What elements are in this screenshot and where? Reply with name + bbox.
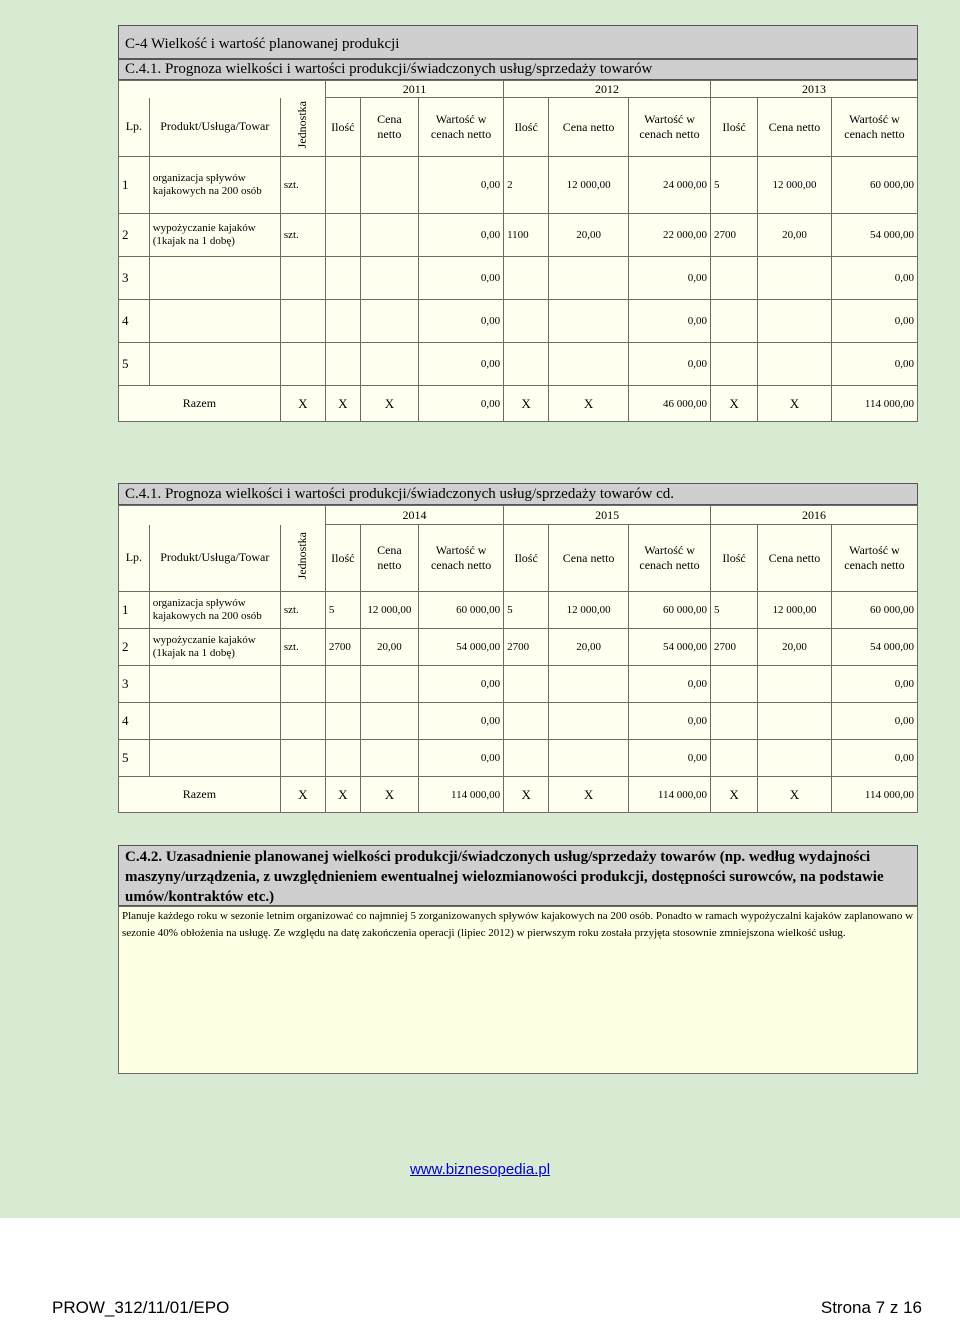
total-cell: X: [360, 386, 418, 422]
qty-cell: [325, 157, 360, 214]
table-row: [119, 703, 918, 740]
value-cell: 0,00: [629, 666, 711, 703]
lp-header: Lp.: [119, 98, 150, 157]
table-row: [119, 592, 918, 629]
qty-header: Ilość: [504, 98, 549, 157]
value-cell: 0,00: [629, 703, 711, 740]
qty-cell: [711, 740, 758, 777]
qty-header: Ilość: [504, 525, 549, 592]
qty-header: Ilość: [711, 98, 758, 157]
value-cell: 0,00: [419, 703, 504, 740]
price-cell: 12 000,00: [549, 592, 629, 629]
total-cell: X: [360, 777, 418, 813]
price-header: Cena netto: [758, 525, 832, 592]
price-cell: [360, 257, 418, 300]
price-cell: [360, 703, 418, 740]
table-row: [119, 629, 918, 666]
section-title: C-4 Wielkość i wartość planowanej produkcji: [118, 25, 918, 59]
price-cell: [549, 703, 629, 740]
value-cell: 22 000,00: [629, 214, 711, 257]
footer-page-number: Strona 7 z 16: [820, 1298, 922, 1317]
qty-cell: [711, 300, 758, 343]
unit-header: Jednostka: [295, 101, 310, 149]
value-cell: 54 000,00: [831, 214, 917, 257]
total-unit: X: [280, 777, 325, 813]
year-2013: 2013: [711, 81, 918, 98]
value-header: Wartość w cenach netto: [629, 98, 711, 157]
table-row: [119, 300, 918, 343]
unit-header: Jednostka: [295, 532, 310, 580]
product-header: Produkt/Usługa/Towar: [149, 525, 280, 592]
product-name: organizacja spływów kajakowych na 200 osób: [149, 592, 280, 629]
unit-cell: [280, 666, 325, 703]
row-number: 4: [119, 300, 150, 343]
value-cell: 0,00: [831, 257, 917, 300]
qty-cell: [504, 740, 549, 777]
qty-cell: [504, 666, 549, 703]
value-cell: 0,00: [629, 257, 711, 300]
product-name: [149, 703, 280, 740]
price-cell: [360, 343, 418, 386]
year-2015: 2015: [504, 506, 711, 525]
product-name: wypożyczanie kajaków (1kajak na 1 dobę): [149, 629, 280, 666]
unit-cell: [280, 703, 325, 740]
value-cell: 0,00: [831, 740, 917, 777]
unit-cell: [280, 300, 325, 343]
unit-cell: [280, 257, 325, 300]
value-cell: 0,00: [419, 666, 504, 703]
total-cell: 114 000,00: [831, 777, 917, 813]
value-cell: 0,00: [629, 300, 711, 343]
qty-header: Ilość: [325, 525, 360, 592]
table1-title: C.4.1. Prognoza wielkości i wartości produkcji/świadczonych usług/sprzedaży towarów: [118, 59, 918, 80]
table-row: [119, 740, 918, 777]
total-cell: X: [549, 777, 629, 813]
price-cell: [549, 666, 629, 703]
year-2012: 2012: [504, 81, 711, 98]
value-cell: 0,00: [419, 300, 504, 343]
value-cell: 60 000,00: [831, 157, 917, 214]
table-row: [119, 157, 918, 214]
price-cell: 20,00: [549, 214, 629, 257]
row-number: 3: [119, 257, 150, 300]
price-cell: [360, 740, 418, 777]
justification-title: C.4.2. Uzasadnienie planowanej wielkości produkcji/świadczonych usług/sprzedaży towarów (np. według wydajności maszyny/urządzenia, z uwzględnieniem ewentualnej wielozmianowości produkcji, dostępności surowców, na podstawie umów/kontraktów etc.): [118, 845, 918, 906]
year-2016: 2016: [711, 506, 918, 525]
total-cell: X: [711, 386, 758, 422]
price-cell: [758, 703, 832, 740]
qty-header: Ilość: [325, 98, 360, 157]
value-cell: 24 000,00: [629, 157, 711, 214]
value-cell: 0,00: [419, 343, 504, 386]
value-cell: 54 000,00: [629, 629, 711, 666]
price-cell: 12 000,00: [758, 592, 832, 629]
price-cell: 12 000,00: [549, 157, 629, 214]
price-cell: [549, 740, 629, 777]
qty-cell: [325, 214, 360, 257]
row-number: 1: [119, 157, 150, 214]
product-name: wypożyczanie kajaków (1kajak na 1 dobę): [149, 214, 280, 257]
qty-cell: [504, 343, 549, 386]
qty-cell: 2700: [711, 214, 758, 257]
row-number: 4: [119, 703, 150, 740]
product-name: [149, 343, 280, 386]
unit-cell: szt.: [280, 629, 325, 666]
price-cell: [549, 257, 629, 300]
total-cell: X: [325, 777, 360, 813]
product-name: [149, 740, 280, 777]
row-number: 1: [119, 592, 150, 629]
price-header: Cena netto: [360, 98, 418, 157]
total-cell: X: [711, 777, 758, 813]
qty-cell: 2700: [325, 629, 360, 666]
value-cell: 0,00: [419, 214, 504, 257]
price-cell: [758, 343, 832, 386]
value-cell: 0,00: [629, 740, 711, 777]
value-cell: 54 000,00: [831, 629, 917, 666]
table2-title: C.4.1. Prognoza wielkości i wartości produkcji/świadczonych usług/sprzedaży towarów cd.: [118, 483, 918, 505]
year-2014: 2014: [325, 506, 503, 525]
price-header: Cena netto: [549, 98, 629, 157]
value-cell: 60 000,00: [629, 592, 711, 629]
qty-cell: 2: [504, 157, 549, 214]
value-header: Wartość w cenach netto: [629, 525, 711, 592]
price-cell: 12 000,00: [360, 592, 418, 629]
unit-cell: szt.: [280, 157, 325, 214]
qty-cell: 2700: [711, 629, 758, 666]
unit-cell: [280, 343, 325, 386]
value-cell: 0,00: [831, 300, 917, 343]
price-cell: [360, 214, 418, 257]
unit-cell: szt.: [280, 592, 325, 629]
qty-cell: 1100: [504, 214, 549, 257]
product-header: Produkt/Usługa/Towar: [149, 98, 280, 157]
forecast-table-2014-2016: [118, 505, 918, 813]
total-cell: X: [758, 777, 832, 813]
value-cell: 0,00: [831, 666, 917, 703]
website-link[interactable]: www.biznesopedia.pl: [409, 1161, 551, 1178]
table-row: [119, 666, 918, 703]
price-cell: 20,00: [758, 214, 832, 257]
qty-cell: [325, 666, 360, 703]
total-cell: 114 000,00: [629, 777, 711, 813]
total-cell: 114 000,00: [831, 386, 917, 422]
price-cell: 12 000,00: [758, 157, 832, 214]
price-cell: [758, 740, 832, 777]
qty-cell: [325, 740, 360, 777]
total-cell: X: [325, 386, 360, 422]
table-row: [119, 343, 918, 386]
row-number: 3: [119, 666, 150, 703]
qty-cell: [711, 666, 758, 703]
qty-cell: 5: [325, 592, 360, 629]
price-cell: [549, 343, 629, 386]
lp-header: Lp.: [119, 525, 150, 592]
product-name: organizacja spływów kajakowych na 200 osób: [149, 157, 280, 214]
qty-cell: [504, 300, 549, 343]
value-cell: 0,00: [419, 257, 504, 300]
price-cell: [758, 257, 832, 300]
value-header: Wartość w cenach netto: [419, 525, 504, 592]
qty-header: Ilość: [711, 525, 758, 592]
row-number: 2: [119, 629, 150, 666]
qty-cell: [325, 257, 360, 300]
year-2011: 2011: [325, 81, 503, 98]
value-cell: 0,00: [419, 740, 504, 777]
total-cell: 114 000,00: [419, 777, 504, 813]
total-label: Razem: [119, 386, 281, 422]
price-cell: [360, 157, 418, 214]
qty-cell: 5: [504, 592, 549, 629]
price-cell: [758, 300, 832, 343]
value-cell: 0,00: [831, 343, 917, 386]
price-cell: 20,00: [758, 629, 832, 666]
value-cell: 0,00: [629, 343, 711, 386]
value-header: Wartość w cenach netto: [831, 98, 917, 157]
price-header: Cena netto: [758, 98, 832, 157]
unit-cell: szt.: [280, 214, 325, 257]
total-cell: X: [549, 386, 629, 422]
price-cell: 20,00: [549, 629, 629, 666]
value-cell: 0,00: [831, 703, 917, 740]
qty-cell: 2700: [504, 629, 549, 666]
qty-cell: [504, 703, 549, 740]
total-cell: 46 000,00: [629, 386, 711, 422]
value-cell: 54 000,00: [419, 629, 504, 666]
total-cell: X: [758, 386, 832, 422]
qty-cell: [325, 703, 360, 740]
row-number: 5: [119, 343, 150, 386]
footer-form-code: PROW_312/11/01/EPO: [52, 1298, 230, 1317]
product-name: [149, 666, 280, 703]
total-cell: X: [504, 386, 549, 422]
value-cell: 0,00: [419, 157, 504, 214]
price-cell: [360, 666, 418, 703]
total-cell: 0,00: [419, 386, 504, 422]
qty-cell: [325, 300, 360, 343]
total-row: [119, 386, 918, 422]
qty-cell: [711, 703, 758, 740]
table-row: [119, 214, 918, 257]
qty-cell: 5: [711, 592, 758, 629]
qty-cell: [711, 343, 758, 386]
row-number: 2: [119, 214, 150, 257]
qty-cell: [504, 257, 549, 300]
value-cell: 60 000,00: [831, 592, 917, 629]
value-header: Wartość w cenach netto: [419, 98, 504, 157]
price-cell: 20,00: [360, 629, 418, 666]
price-cell: [549, 300, 629, 343]
product-name: [149, 300, 280, 343]
total-cell: X: [504, 777, 549, 813]
value-cell: 60 000,00: [419, 592, 504, 629]
total-unit: X: [280, 386, 325, 422]
price-cell: [360, 300, 418, 343]
total-label: Razem: [119, 777, 281, 813]
row-number: 5: [119, 740, 150, 777]
table-row: [119, 257, 918, 300]
qty-cell: [711, 257, 758, 300]
price-header: Cena netto: [549, 525, 629, 592]
value-header: Wartość w cenach netto: [831, 525, 917, 592]
forecast-table-2011-2013: [118, 80, 918, 422]
total-row: [119, 777, 918, 813]
unit-cell: [280, 740, 325, 777]
price-cell: [758, 666, 832, 703]
qty-cell: [325, 343, 360, 386]
price-header: Cena netto: [360, 525, 418, 592]
product-name: [149, 257, 280, 300]
justification-text: Planuje każdego roku w sezonie letnim organizować co najmniej 5 zorganizowanych spływów kajakowych na 200 osób. Ponadto w ramach wypożyczalni kajaków zaplanowano w sezonie 40% obłożenia na usługę. Ze względu na datę zakończenia operacji (lipiec 2012) w pierwszym roku została przyjęta stosownie zmniejszona wielkość usług.: [118, 906, 918, 1074]
qty-cell: 5: [711, 157, 758, 214]
